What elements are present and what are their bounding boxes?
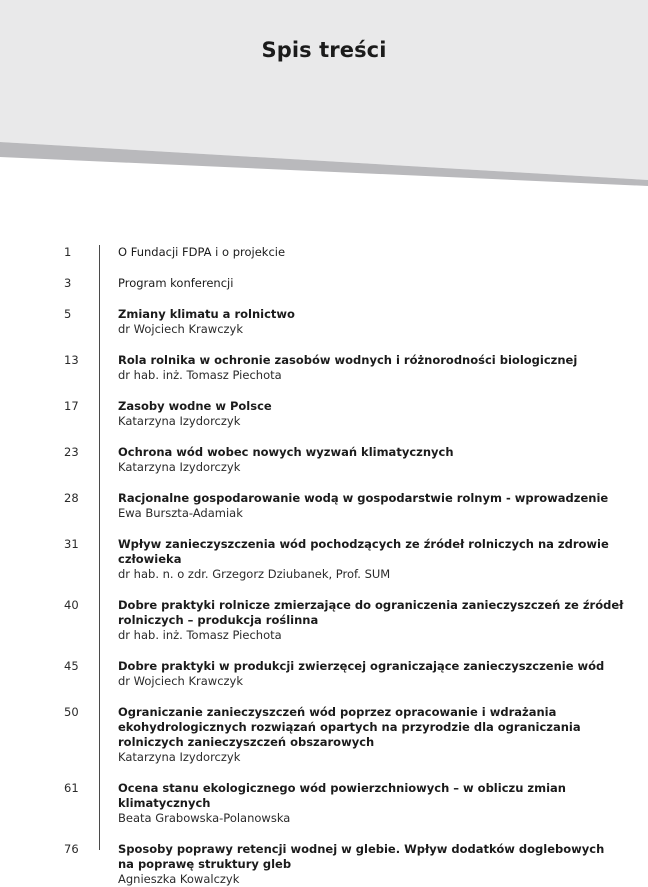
toc-page-number: 40: [64, 598, 79, 612]
toc-entry-title: Racjonalne gospodarowanie wodą w gospodarstwie rolnym - wprowadzenie: [118, 491, 609, 505]
toc-entry-title: Ograniczanie zanieczyszczeń wód poprzez opracowanie i wdrażania ekohydrologicznych rozwiązań opartych na przyrodzie dla ograniczania rolniczych zanieczyszczeń obszarowych: [118, 705, 581, 749]
toc-entry[interactable]: [64, 245, 624, 260]
table-of-contents: [64, 245, 624, 887]
toc-entry-title: Sposoby poprawy retencji wodnej w glebie. Wpływ dodatków doglebowych na poprawę struktury gleb: [118, 842, 605, 871]
toc-entry-title: Program konferencji: [118, 276, 234, 290]
toc-entry-body: [118, 353, 624, 383]
toc-entry[interactable]: [64, 276, 624, 291]
toc-entry[interactable]: [64, 537, 624, 582]
toc-entry-author: Katarzyna Izydorczyk: [118, 414, 241, 428]
toc-entry-title: Ochrona wód wobec nowych wyzwań klimatycznych: [118, 445, 454, 459]
toc-entry-title: Dobre praktyki rolnicze zmierzające do ograniczenia zanieczyszczeń ze źródeł rolniczych – produkcja roślinna: [118, 598, 624, 627]
toc-page-number: 28: [64, 491, 79, 505]
toc-entry-author: Ewa Burszta-Adamiak: [118, 506, 243, 520]
toc-entry-author: Katarzyna Izydorczyk: [118, 750, 241, 764]
toc-entry-body: [118, 705, 624, 765]
toc-entry[interactable]: [64, 781, 624, 826]
toc-page-number: 50: [64, 705, 79, 719]
toc-page-number: 76: [64, 842, 79, 856]
toc-entry[interactable]: [64, 598, 624, 643]
toc-entry-title: Rola rolnika w ochronie zasobów wodnych i różnorodności biologicznej: [118, 353, 578, 367]
toc-entry-body: [118, 598, 624, 643]
toc-entry-title: Wpływ zanieczyszczenia wód pochodzących ze źródeł rolniczych na zdrowie człowieka: [118, 537, 609, 566]
header-band: [0, 0, 648, 200]
toc-entry[interactable]: [64, 399, 624, 429]
toc-page-number: 13: [64, 353, 79, 367]
toc-page-number: 23: [64, 445, 79, 459]
toc-entry-title: Zasoby wodne w Polsce: [118, 399, 272, 413]
toc-entry-title: Zmiany klimatu a rolnictwo: [118, 307, 295, 321]
toc-entry-author: dr Wojciech Krawczyk: [118, 322, 244, 336]
toc-page-number: 5: [64, 307, 72, 321]
toc-page-number: 61: [64, 781, 79, 795]
toc-entry[interactable]: [64, 307, 624, 337]
toc-page-number: 31: [64, 537, 79, 551]
toc-entry-body: [118, 399, 624, 429]
toc-entry-author: Agnieszka Kowalczyk: [118, 872, 240, 886]
toc-entry-author: dr hab. inż. Tomasz Piechota: [118, 628, 282, 642]
toc-page-number: 45: [64, 659, 79, 673]
toc-entry[interactable]: [64, 705, 624, 765]
toc-entry[interactable]: [64, 353, 624, 383]
page-title: Spis treści: [261, 38, 387, 62]
toc-entry-author: Katarzyna Izydorczyk: [118, 460, 241, 474]
toc-entry-title: Dobre praktyki w produkcji zwierzęcej ograniczające zanieczyszczenie wód: [118, 659, 605, 673]
toc-entry-author: Beata Grabowska-Polanowska: [118, 811, 291, 825]
toc-entry-body: [118, 245, 624, 260]
toc-page-number: 17: [64, 399, 79, 413]
toc-entry-body: [118, 537, 624, 582]
toc-entry[interactable]: [64, 445, 624, 475]
toc-entry-body: [118, 445, 624, 475]
toc-entry-body: [118, 276, 624, 291]
toc-page-number: 1: [64, 245, 72, 259]
toc-entry-body: [118, 307, 624, 337]
toc-entry-title: O Fundacji FDPA i o projekcie: [118, 245, 286, 259]
toc-entry-author: dr hab. n. o zdr. Grzegorz Dziubanek, Prof. SUM: [118, 567, 391, 581]
toc-entry[interactable]: [64, 842, 624, 887]
toc-entry-body: [118, 781, 624, 826]
toc-entry[interactable]: [64, 491, 624, 521]
toc-page-number: 3: [64, 276, 72, 290]
toc-entry[interactable]: [64, 659, 624, 689]
toc-entry-title: Ocena stanu ekologicznego wód powierzchniowych – w obliczu zmian klimatycznych: [118, 781, 566, 810]
toc-entry-body: [118, 659, 624, 689]
toc-entry-body: [118, 842, 624, 887]
toc-entry-author: dr Wojciech Krawczyk: [118, 674, 244, 688]
toc-entry-author: dr hab. inż. Tomasz Piechota: [118, 368, 282, 382]
toc-entry-body: [118, 491, 624, 521]
